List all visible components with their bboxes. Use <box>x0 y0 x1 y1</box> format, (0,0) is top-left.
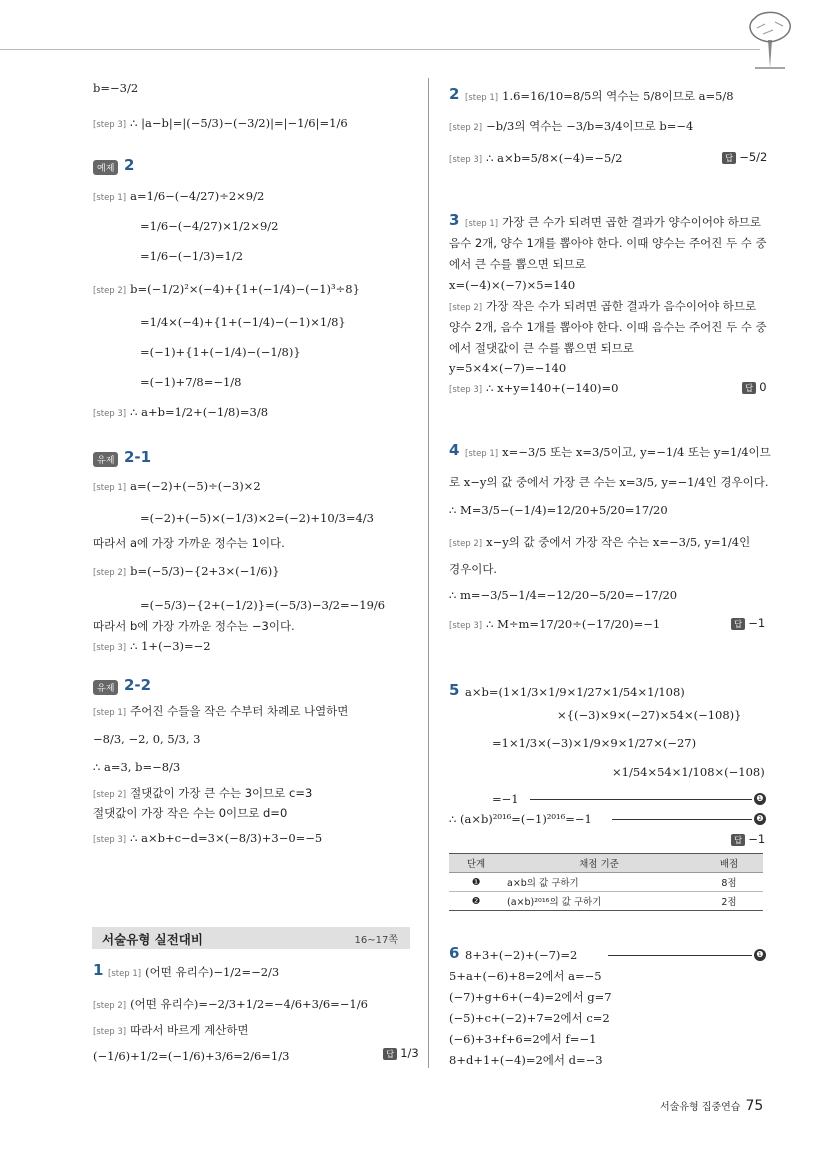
math-line: b=−3/2 <box>93 81 139 95</box>
step-label: [step 2] <box>93 790 127 800</box>
math-line: ∴ m=−3/5−1/4=−12/20−5/20=−17/20 <box>449 588 678 602</box>
step-label: [step 3] <box>449 621 483 631</box>
answer-tag: 답 <box>742 382 756 394</box>
answer <box>383 1046 419 1060</box>
math-line: =−1 <box>492 792 519 806</box>
exercise-badge: 유제 <box>93 680 118 695</box>
math-line: =(−5/3)−{2+(−1/2)}=(−5/3)−3/2=−19/6 <box>140 598 386 612</box>
step-label: [step 3] <box>449 385 483 395</box>
math-line: 8+d+1+(−4)=2에서 d=−3 <box>449 1053 603 1067</box>
table-cell: (a×b)²⁰¹⁶의 값 구하기 <box>503 892 695 911</box>
step-label: [step 3] <box>93 120 127 130</box>
text-line: 음수 2개, 양수 1개를 뽑아야 한다. 이때 양수는 주어진 두 수 중 <box>449 236 767 250</box>
text-line: 따라서 a에 가장 가까운 정수는 1이다. <box>93 536 285 550</box>
step-label: [step 3] <box>449 155 483 165</box>
text-line: 에서 절댓값이 큰 수를 뽑으면 되므로 <box>449 341 634 355</box>
step-label: [step 3] <box>93 643 127 653</box>
math-line: [step 2] b=(−5/3)−{2+3×(−1/6)} <box>93 564 280 578</box>
math-line: =(−2)+(−5)×(−1/3)×2=(−2)+10/3=4/3 <box>140 511 374 525</box>
table-cell: a×b의 값 구하기 <box>503 873 695 892</box>
math-line: =1/6−(−4/27)×1/2×9/2 <box>140 219 279 233</box>
exercise-badge: 유제 <box>93 452 118 467</box>
rule-line <box>608 955 752 956</box>
example-number: 2 <box>124 156 135 174</box>
answer-value: 0 <box>759 380 767 394</box>
problem-number: 5 <box>449 681 460 699</box>
math-line: =1/6−(−1/3)=1/2 <box>140 249 244 263</box>
answer-value: −5/2 <box>739 150 768 164</box>
step-label: [step 1] <box>465 93 499 103</box>
math-line: =(−1)+7/8=−1/8 <box>140 375 242 389</box>
text-line: 양수 2개, 음수 1개를 뽑아야 한다. 이때 음수는 주어진 두 수 중 <box>449 320 767 334</box>
step-label: [step 1] <box>465 219 499 229</box>
text-line: [step 1] 가장 큰 수가 되려면 곱한 결과가 양수이어야 하므로 <box>465 215 762 229</box>
math-line: [step 2] (어떤 유리수)=−2/3+1/2=−4/6+3/6=−1/6 <box>93 997 368 1011</box>
step-label: [step 2] <box>93 568 127 578</box>
problem-number: 3 <box>449 211 460 229</box>
text-line: [step 3] 따라서 바르게 계산하면 <box>93 1023 249 1037</box>
math-line: ∴ M=3/5−(−1/4)=12/20+5/20=17/20 <box>449 503 668 517</box>
step-marker: ❷ <box>754 813 766 825</box>
math-line: 로 x−y의 값 중에서 가장 큰 수는 x=3/5, y=−1/4인 경우이다. <box>449 475 769 489</box>
answer-tag: 답 <box>383 1048 397 1060</box>
table-header: 배점 <box>695 854 763 873</box>
text-line: [step 2] 가장 작은 수가 되려면 곱한 결과가 음수이어야 하므로 <box>449 299 757 313</box>
text-line: [step 1] 주어진 수들을 작은 수부터 차례로 나열하면 <box>93 704 349 718</box>
answer-tag: 답 <box>731 618 745 630</box>
math-line: [step 2] −b/3의 역수는 −3/b=3/4이므로 b=−4 <box>449 119 694 133</box>
answer <box>731 832 765 846</box>
step-label: [step 1] <box>93 483 127 493</box>
table-row <box>449 892 763 911</box>
page-footer <box>660 1098 763 1114</box>
math-line: =(−1)+{1+(−1/4)−(−1/8)} <box>140 345 301 359</box>
math-line: 5+a+(−6)+8=2에서 a=−5 <box>449 969 602 983</box>
math-line: (−7)+g+6+(−4)=2에서 g=7 <box>449 990 612 1004</box>
tree-illustration-icon <box>735 10 805 70</box>
problem-number: 4 <box>449 441 460 459</box>
step-label: [step 3] <box>93 835 127 845</box>
step-marker: ❶ <box>754 949 766 961</box>
problem-number: 2 <box>449 85 460 103</box>
table-header: 단계 <box>449 854 503 873</box>
answer-value: −1 <box>748 616 766 630</box>
answer-tag: 답 <box>731 834 745 846</box>
math-line: y=5×4×(−7)=−140 <box>449 361 567 375</box>
math-line: [step 1] x=−3/5 또는 x=3/5이고, y=−1/4 또는 y=1/4이므 <box>465 445 771 459</box>
column-divider <box>428 78 429 1068</box>
math-line: [step 3] ∴ M÷m=17/20÷(−17/20)=−1 <box>449 617 661 631</box>
page-number: 75 <box>745 1098 764 1114</box>
math-line: [step 3] ∴ a+b=1/2+(−1/8)=3/8 <box>93 405 269 419</box>
table-cell: ❶ <box>449 873 503 892</box>
math-line: [step 2] b=(−1/2)²×(−4)+{1+(−1/4)−(−1)³÷8} <box>93 282 360 296</box>
book-title: 서술유형 집중연습 <box>660 1102 741 1113</box>
math-line: [step 1] a=1/6−(−4/27)÷2×9/2 <box>93 189 265 203</box>
exercise-number: 2-2 <box>124 676 152 694</box>
math-line: ∴ a=3, b=−8/3 <box>93 760 181 774</box>
math-line: [step 3] ∴ a×b=5/8×(−4)=−5/2 <box>449 151 623 165</box>
table-cell: 2점 <box>695 892 763 911</box>
table-header: 채점 기준 <box>503 854 695 873</box>
table-cell: ❷ <box>449 892 503 911</box>
math-line: ×{(−3)×9×(−27)×54×(−108)} <box>557 708 742 722</box>
step-label: [step 2] <box>449 123 483 133</box>
math-line: −8/3, −2, 0, 5/3, 3 <box>93 732 201 746</box>
math-line: ∴ (a×b)²⁰¹⁶=(−1)²⁰¹⁶=−1 <box>449 812 592 826</box>
step-label: [step 1] <box>93 193 127 203</box>
math-line: (−5)+c+(−2)+7=2에서 c=2 <box>449 1011 610 1025</box>
math-line: ×1/54×54×1/108×(−108) <box>612 765 765 779</box>
step-label: [step 1] <box>93 708 127 718</box>
section-header <box>92 927 410 949</box>
math-line: =1/4×(−4)+{1+(−1/4)−(−1)×1/8} <box>140 315 346 329</box>
problem-number: 6 <box>449 944 460 962</box>
math-line: (−6)+3+f+6=2에서 f=−1 <box>449 1032 597 1046</box>
header-rule <box>0 49 760 50</box>
grading-table <box>449 853 763 911</box>
table-row <box>449 873 763 892</box>
math-line: [step 3] ∴ a×b+c−d=3×(−8/3)+3−0=−5 <box>93 831 323 845</box>
step-label: [step 3] <box>93 409 127 419</box>
math-line: x=(−4)×(−7)×5=140 <box>449 278 576 292</box>
step-label: [step 3] <box>93 1027 127 1037</box>
answer <box>731 616 765 630</box>
math-line: [step 2] x−y의 값 중에서 가장 작은 수는 x=−3/5, y=1/4인 <box>449 535 751 549</box>
math-line: [step 1] a=(−2)+(−5)÷(−3)×2 <box>93 479 261 493</box>
step-label: [step 2] <box>449 303 483 313</box>
step-label: [step 1] <box>108 969 142 979</box>
math-line: a×b=(1×1/3×1/9×1/27×1/54×1/108) <box>465 685 685 699</box>
math-line: [step 3] ∴ |a−b|=|(−5/3)−(−3/2)|=|−1/6|=1/6 <box>93 116 348 130</box>
text-line: 에서 큰 수를 뽑으면 되므로 <box>449 257 586 271</box>
answer <box>722 150 767 164</box>
math-line: [step 3] ∴ 1+(−3)=−2 <box>93 639 211 653</box>
text-line: [step 2] 절댓값이 가장 큰 수는 3이므로 c=3 <box>93 786 313 800</box>
rule-line <box>530 799 752 800</box>
section-title: 서술유형 실전대비 <box>102 932 203 947</box>
text-line: 경우이다. <box>449 562 498 576</box>
table-cell: 8점 <box>695 873 763 892</box>
text-line: 따라서 b에 가장 가까운 정수는 −3이다. <box>93 619 295 633</box>
step-label: [step 2] <box>93 286 127 296</box>
problem-number: 1 <box>93 961 104 979</box>
math-line: (−1/6)+1/2=(−1/6)+3/6=2/6=1/3 <box>93 1049 290 1063</box>
rule-line <box>612 819 752 820</box>
answer-value: −1 <box>748 832 766 846</box>
math-line: 8+3+(−2)+(−7)=2 <box>465 948 578 962</box>
step-marker: ❶ <box>754 793 766 805</box>
answer-value: 1/3 <box>400 1046 419 1060</box>
example-badge: 예제 <box>93 160 118 175</box>
text-line: 절댓값이 가장 작은 수는 0이므로 d=0 <box>93 806 288 820</box>
math-line: =1×1/3×(−3)×1/9×9×1/27×(−27) <box>492 736 697 750</box>
math-line: [step 1] 1.6=16/10=8/5의 역수는 5/8이므로 a=5/8 <box>465 89 734 103</box>
section-pages: 16~17쪽 <box>354 935 398 946</box>
exercise-number: 2-1 <box>124 448 152 466</box>
math-line: [step 3] ∴ x+y=140+(−140)=0 <box>449 381 619 395</box>
math-line: [step 1] (어떤 유리수)−1/2=−2/3 <box>108 965 280 979</box>
answer <box>742 380 767 394</box>
answer-tag: 답 <box>722 152 736 164</box>
step-label: [step 2] <box>93 1001 127 1011</box>
step-label: [step 1] <box>465 449 499 459</box>
step-label: [step 2] <box>449 539 483 549</box>
